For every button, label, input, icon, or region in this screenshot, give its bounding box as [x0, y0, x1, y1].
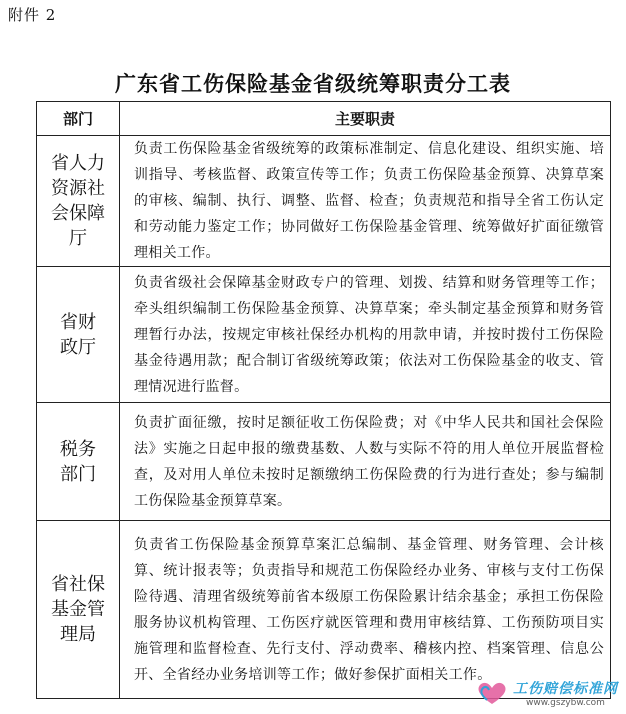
page-title: 广东省工伤保险基金省级统筹职责分工表 — [115, 71, 511, 96]
department-line: 省人力 — [51, 153, 105, 174]
duties-cell: 负责省级社会保障基金财政专户的管理、划拨、结算和财务管理等工作；牵头组织编制工伤保险基金预算、决算草案；牵头制定基金预算和财务管理暂行办法，按规定审核社保经办机构的用款申请，并按时拨付工伤保险基金待遇用款；配合制订省级统筹政策；依法对工伤保险基金的收支、管理情况进行监督。 — [120, 267, 611, 403]
department-line: 资源社 — [51, 178, 105, 199]
department-line: 省财 — [60, 311, 96, 333]
header-department: 部门 — [37, 102, 120, 136]
table-header-row — [37, 102, 611, 136]
department-line: 会保障 — [51, 203, 105, 224]
table-row — [37, 403, 611, 521]
attachment-label: 附件 2 — [8, 6, 57, 24]
table-row — [37, 267, 611, 403]
department-cell — [37, 267, 120, 403]
header-duties: 主要职责 — [120, 102, 611, 136]
department-cell — [37, 403, 120, 521]
duties-cell: 负责工伤保险基金省级统筹的政策标准制定、信息化建设、组织实施、培训指导、考核监督、政策宣传等工作；负责工伤保险基金预算、决算草案的审核、编制、执行、调整、监督、检查；负责规范和指导全省工伤认定和劳动能力鉴定工作；协同做好工伤保险基金管理、统筹做好扩面征缴管理相关工作。 — [120, 136, 611, 267]
department-line: 厅 — [69, 228, 87, 249]
department-line: 理局 — [60, 624, 96, 645]
department-line: 税务 — [60, 438, 96, 460]
department-line: 政厅 — [60, 336, 96, 358]
responsibility-table — [36, 101, 611, 699]
table-row — [37, 136, 611, 267]
duties-cell: 负责扩面征缴，按时足额征收工伤保险费；对《中华人民共和国社会保险法》实施之日起申报的缴费基数、人数与实际不符的用人单位开展监督检查，及对用人单位未按时足额缴纳工伤保险费的行为进行查处；参与编制工伤保险基金预算草案。 — [120, 403, 611, 521]
site-watermark — [475, 678, 618, 708]
heart-logo-icon — [475, 680, 509, 706]
watermark-url: www.gszybw.com — [526, 698, 605, 708]
department-line: 部门 — [60, 463, 96, 485]
department-cell — [37, 136, 120, 267]
table-row — [37, 521, 611, 699]
department-line: 基金管 — [51, 599, 105, 620]
department-line: 省社保 — [51, 574, 105, 595]
watermark-site-name: 工伤赔偿标准网 — [513, 681, 618, 697]
department-cell — [37, 521, 120, 699]
duties-cell: 负责省工伤保险基金预算草案汇总编制、基金管理、财务管理、会计核算、统计报表等；负责指导和规范工伤保险经办业务、审核与支付工伤保险待遇、清理省级统筹前省本级原工伤保险累计结余基金；承担工伤保险服务协议机构管理、工伤医疗就医管理和费用审核结算、工伤预防项目实施管理和监督检查、先行支付、浮动费率、稽核内控、档案管理、信息公开、全省经办业务培训等工作；做好参保扩面相关工作。 — [120, 521, 611, 699]
